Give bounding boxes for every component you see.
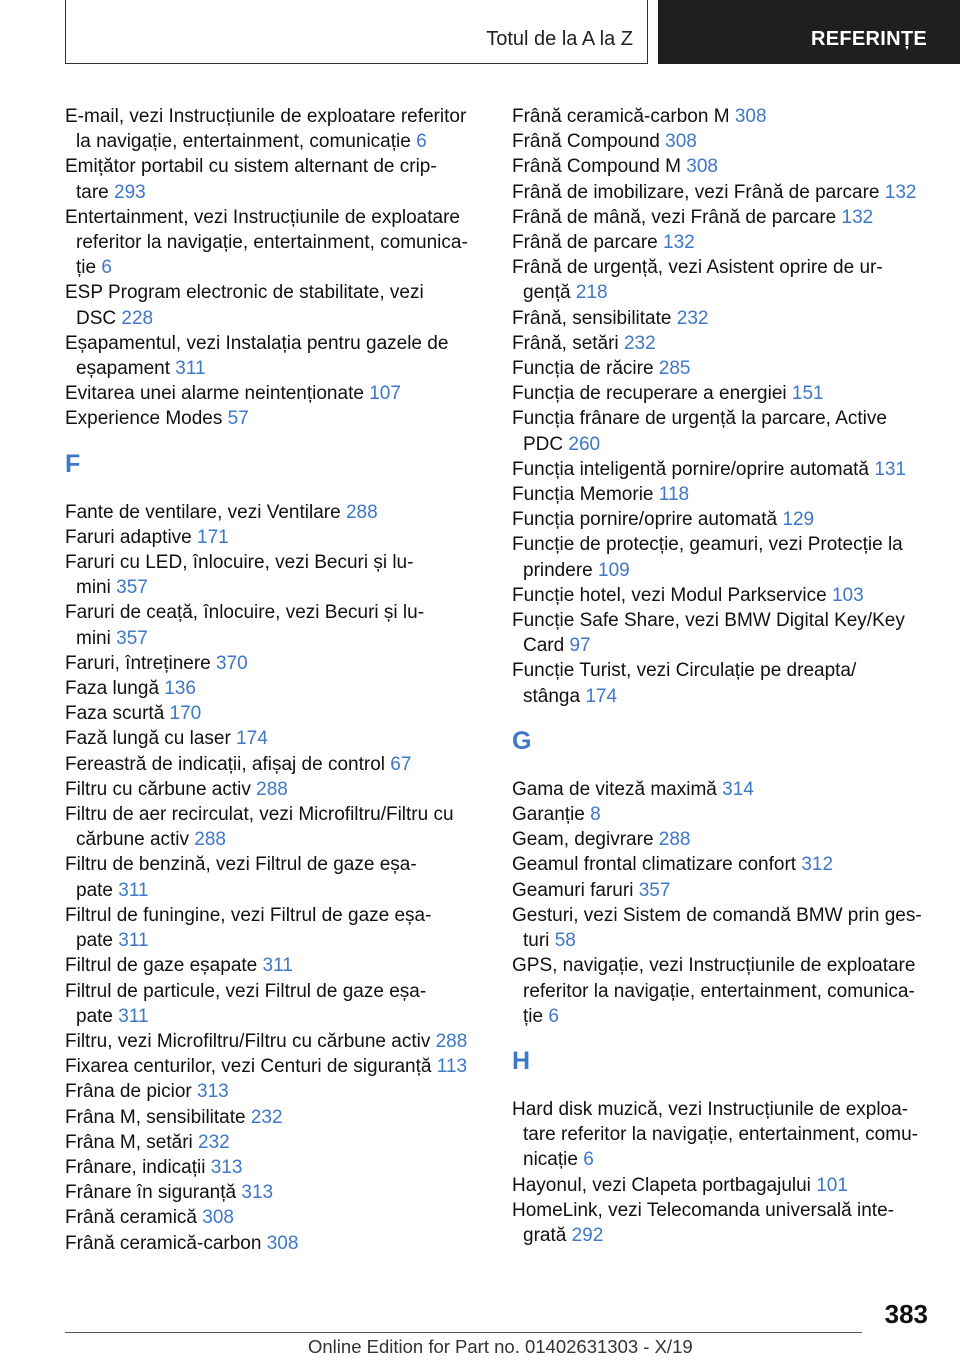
- page-reference-link[interactable]: 174: [585, 685, 618, 707]
- index-entry-line: [65, 852, 485, 877]
- index-entry: [512, 608, 932, 658]
- index-entry-text: Frână Compound M: [512, 156, 681, 178]
- index-entry-line: [65, 1004, 485, 1029]
- index-entry-text: Gesturi, vezi Sistem de comandă BMW prin ges-: [512, 904, 922, 926]
- index-entry-line: [65, 1054, 485, 1079]
- index-entry-text: Fază lungă cu laser: [65, 728, 231, 750]
- page-reference-link[interactable]: 308: [266, 1232, 299, 1254]
- index-entry-text: Funcție de protecție, geamuri, vezi Protecție la: [512, 534, 903, 556]
- index-entry-line: [512, 633, 932, 658]
- page-reference-link[interactable]: 118: [658, 484, 690, 506]
- index-entry-text: Frână de urgență, vezi Asistent oprire de ur-: [512, 257, 883, 279]
- index-entry-line: [65, 928, 485, 953]
- index-entry-text: Faruri adaptive: [65, 526, 192, 548]
- index-entry-text: mini: [76, 577, 111, 599]
- index-entry-text: Card: [523, 635, 565, 657]
- index-entry: [512, 230, 932, 255]
- index-entry-text: Filtrul de gaze eșapate: [65, 955, 258, 977]
- index-entry-text: prindere: [523, 559, 593, 581]
- index-entry-text: la navigație, entertainment, comunicație: [76, 131, 411, 153]
- index-entry-line: [65, 979, 485, 1004]
- index-entry-text: Filtru de benzină, vezi Filtrul de gaze eșa-: [65, 854, 417, 876]
- page-reference-link[interactable]: 171: [197, 526, 229, 548]
- index-entry: [512, 507, 932, 532]
- index-entry-text: Faruri cu LED, înlocuire, vezi Becuri și lu-: [65, 552, 414, 574]
- page-reference-link[interactable]: 292: [571, 1224, 604, 1246]
- page-reference-link[interactable]: 314: [722, 778, 754, 800]
- index-entry: [65, 1130, 485, 1155]
- index-entry-line: [512, 381, 932, 406]
- index-entry-text: PDC: [523, 433, 564, 455]
- index-entry-line: [65, 626, 485, 651]
- index-entry: [65, 280, 485, 330]
- index-entry-line: [65, 331, 485, 356]
- index-entry-text: Frânare, indicații: [65, 1156, 206, 1178]
- index-entry: [65, 979, 485, 1029]
- index-entry: [65, 205, 485, 281]
- index-entry-line: [65, 104, 485, 129]
- index-entry: [65, 550, 485, 600]
- page-reference-link[interactable]: 232: [198, 1131, 230, 1153]
- index-entry-line: [512, 154, 932, 179]
- index-entry-line: [65, 1105, 485, 1130]
- index-entry: [65, 104, 485, 154]
- index-entry-text: Faza scurtă: [65, 703, 165, 725]
- index-entry: [512, 180, 932, 205]
- index-entry: [512, 777, 932, 802]
- index-entry-text: Frâna M, sensibilitate: [65, 1106, 246, 1128]
- index-entry-line: [512, 878, 932, 903]
- page-reference-link[interactable]: 311: [262, 955, 293, 977]
- index-entry-text: Experience Modes: [65, 408, 223, 430]
- page-reference-link[interactable]: 313: [197, 1081, 229, 1103]
- page-reference-link[interactable]: 58: [554, 930, 576, 952]
- index-entry: [512, 1198, 932, 1248]
- index-entry-text: Frână de mână, vezi Frână de parcare: [512, 206, 837, 228]
- index-entry-text: Fixarea centurilor, vezi Centuri de siguranță: [65, 1056, 432, 1078]
- index-entry-line: [512, 432, 932, 457]
- index-entry-text: grată: [523, 1224, 567, 1246]
- index-entry-line: [512, 331, 932, 356]
- index-entry-line: [65, 1029, 485, 1054]
- index-entry-text: pate: [76, 1005, 113, 1027]
- index-entry: [512, 129, 932, 154]
- index-entry-text: DSC: [76, 307, 117, 329]
- index-entry: [512, 331, 932, 356]
- index-entry-line: [65, 406, 485, 431]
- index-column-right: [512, 104, 932, 1248]
- index-entry-text: ESP Program electronic de stabilitate, vezi: [65, 282, 424, 304]
- index-entry-text: Eșapamentul, vezi Instalația pentru gazele de: [65, 332, 449, 354]
- index-entry-line: [65, 676, 485, 701]
- index-entry-line: [512, 852, 932, 877]
- index-entry-text: stânga: [523, 685, 581, 707]
- index-entry-text: Funcția Memorie: [512, 484, 654, 506]
- index-entry-text: Faruri, întreținere: [65, 652, 211, 674]
- page-reference-link[interactable]: 293: [114, 181, 146, 203]
- index-entry-line: [65, 777, 485, 802]
- page-reference-link[interactable]: 109: [598, 559, 630, 581]
- index-entry-text: Fereastră de indicații, afișaj de control: [65, 753, 385, 775]
- index-entry-line: [512, 180, 932, 205]
- index-entry-line: [65, 255, 485, 280]
- index-entry-text: Frână ceramică-carbon M: [512, 106, 730, 127]
- index-entry-text: GPS, navigație, vezi Instrucțiunile de exploatare: [512, 955, 916, 977]
- page-reference-link[interactable]: 218: [575, 282, 608, 304]
- page-reference-link[interactable]: 288: [435, 1030, 468, 1052]
- index-entry-line: [512, 658, 932, 683]
- index-entry-text: Frână de parcare: [512, 232, 658, 254]
- page-reference-link[interactable]: 288: [658, 829, 691, 851]
- index-letter-heading: F: [65, 449, 81, 478]
- page-reference-link[interactable]: 308: [734, 106, 767, 127]
- index-entry-line: [512, 280, 932, 305]
- page-reference-link[interactable]: 136: [164, 678, 196, 700]
- footer-edition-text: Online Edition for Part no. 01402631303 - X/19: [308, 1336, 693, 1357]
- index-entry-line: [65, 1130, 485, 1155]
- index-entry: [65, 1205, 485, 1230]
- index-entry-line: [512, 356, 932, 381]
- index-entry: [512, 583, 932, 608]
- index-entry-line: [65, 500, 485, 525]
- index-entry-line: [512, 827, 932, 852]
- index-entry-text: Frână Compound: [512, 131, 660, 153]
- page-reference-link[interactable]: 308: [686, 156, 718, 178]
- index-entry-text: Funcția frânare de urgență la parcare, Active: [512, 408, 887, 430]
- page-reference-link[interactable]: 151: [791, 383, 824, 405]
- index-entry-line: [512, 532, 932, 557]
- section-title: Totul de la A la Z: [486, 28, 633, 50]
- index-entry: [512, 205, 932, 230]
- index-entry: [65, 1105, 485, 1130]
- index-entry-line: [65, 600, 485, 625]
- index-entry-text: Evitarea unei alarme neintenționate: [65, 383, 364, 405]
- index-entry-line: [65, 903, 485, 928]
- index-entry-text: mini: [76, 627, 111, 649]
- index-entry-line: [65, 701, 485, 726]
- index-entry-line: [65, 230, 485, 255]
- index-entry-line: [512, 777, 932, 802]
- index-entry-line: [65, 827, 485, 852]
- index-entry: [65, 1180, 485, 1205]
- index-entry: [512, 1173, 932, 1198]
- page-reference-link[interactable]: 57: [227, 408, 249, 430]
- index-entry-text: Frânare în siguranță: [65, 1182, 237, 1204]
- index-entry: [65, 331, 485, 381]
- index-entry-line: [512, 903, 932, 928]
- page-reference-link[interactable]: 313: [241, 1182, 274, 1204]
- page-reference-link[interactable]: 357: [116, 577, 148, 599]
- index-entry-line: [65, 550, 485, 575]
- page-reference-link[interactable]: 6: [583, 1149, 594, 1171]
- index-entry: [65, 752, 485, 777]
- index-entry-text: eșapament: [76, 358, 171, 380]
- index-entry: [65, 802, 485, 852]
- index-entry-line: [512, 928, 932, 953]
- index-entry-text: Frână ceramică-carbon: [65, 1232, 262, 1254]
- page-reference-link[interactable]: 174: [236, 728, 268, 750]
- index-entry-text: ție: [523, 1005, 544, 1027]
- index-entry: [512, 306, 932, 331]
- page-reference-link[interactable]: 285: [658, 358, 691, 380]
- index-entry: [512, 104, 932, 129]
- index-entry-text: Hard disk muzică, vezi Instrucțiunile de exploa-: [512, 1098, 909, 1120]
- page-reference-link[interactable]: 357: [638, 879, 671, 901]
- index-entry-text: Filtru, vezi Microfiltru/Filtru cu cărbune activ: [65, 1030, 431, 1052]
- index-entry-text: HomeLink, vezi Telecomanda universală inte-: [512, 1199, 894, 1221]
- index-entry-text: Geamul frontal climatizare confort: [512, 854, 797, 876]
- index-entry-line: [65, 381, 485, 406]
- index-entry-line: [512, 306, 932, 331]
- index-entry: [65, 1029, 485, 1054]
- footer-divider: [65, 1332, 862, 1333]
- index-entry-text: Filtru cu cărbune activ: [65, 778, 251, 800]
- index-entry-line: [512, 230, 932, 255]
- page-reference-link[interactable]: 170: [169, 703, 202, 725]
- index-entry-text: Frâna M, setări: [65, 1131, 193, 1153]
- index-entry: [65, 381, 485, 406]
- page-reference-link[interactable]: 6: [548, 1005, 559, 1027]
- index-entry: [65, 1231, 485, 1256]
- index-entry: [512, 532, 932, 582]
- index-entry-line: [512, 979, 932, 1004]
- index-entry-line: [512, 129, 932, 154]
- index-entry-line: [65, 726, 485, 751]
- page-reference-link[interactable]: 6: [416, 131, 427, 153]
- index-entry-text: Fante de ventilare, vezi Ventilare: [65, 501, 341, 523]
- index-entry: [65, 1079, 485, 1104]
- index-entry-line: [512, 1173, 932, 1198]
- index-entry: [65, 600, 485, 650]
- index-entry-line: [65, 953, 485, 978]
- page-reference-link[interactable]: 288: [256, 778, 288, 800]
- page-reference-link[interactable]: 132: [663, 232, 695, 254]
- index-entry-line: [65, 154, 485, 179]
- index-entry-line: [512, 1198, 932, 1223]
- index-entry-line: [512, 583, 932, 608]
- index-entry-line: [65, 878, 485, 903]
- index-entry-text: referitor la navigație, entertainment, comunica-: [76, 232, 468, 254]
- page-reference-link[interactable]: 311: [175, 358, 206, 380]
- page-reference-link[interactable]: 308: [665, 131, 697, 153]
- page-reference-link[interactable]: 6: [101, 257, 112, 279]
- index-entry-text: gență: [523, 282, 571, 304]
- index-entry: [65, 500, 485, 525]
- index-entry: [512, 381, 932, 406]
- page-reference-link[interactable]: 311: [118, 1005, 149, 1027]
- page-reference-link[interactable]: 8: [590, 804, 601, 826]
- index-entry-line: [512, 802, 932, 827]
- index-entry-line: [512, 1223, 932, 1248]
- page-reference-link[interactable]: 131: [874, 458, 906, 480]
- index-entry-line: [512, 507, 932, 532]
- index-entry-line: [65, 129, 485, 154]
- index-entry-line: [512, 104, 932, 129]
- page-reference-link[interactable]: 113: [436, 1056, 468, 1078]
- page-reference-link[interactable]: 232: [250, 1106, 283, 1128]
- index-entry: [512, 852, 932, 877]
- index-entry-text: Frână ceramică: [65, 1207, 197, 1229]
- index-entry-text: Funcția pornire/oprire automată: [512, 509, 778, 531]
- index-entry-line: [512, 255, 932, 280]
- index-entry-text: referitor la navigație, entertainment, comunica-: [523, 980, 915, 1002]
- page-reference-link[interactable]: 312: [801, 854, 834, 876]
- index-entry-text: pate: [76, 930, 113, 952]
- index-entry-line: [512, 1122, 932, 1147]
- page-reference-link[interactable]: 107: [369, 383, 401, 405]
- page-reference-link[interactable]: 67: [390, 753, 412, 775]
- index-entry-line: [512, 684, 932, 709]
- page-reference-link[interactable]: 308: [202, 1207, 234, 1229]
- page-reference-link[interactable]: 232: [623, 332, 656, 354]
- index-entry-line: [65, 180, 485, 205]
- index-entry-text: Funcție Turist, vezi Circulație pe dreapta/: [512, 660, 857, 682]
- index-entry: [512, 878, 932, 903]
- index-entry-line: [512, 1004, 932, 1029]
- index-entry-line: [65, 356, 485, 381]
- index-entry: [65, 953, 485, 978]
- index-entry-line: [65, 651, 485, 676]
- index-entry-text: Emițător portabil cu sistem alternant de crip-: [65, 156, 437, 178]
- page-reference-link[interactable]: 313: [210, 1156, 243, 1178]
- index-letter-heading: H: [512, 1046, 531, 1075]
- index-entry-text: Geamuri faruri: [512, 879, 634, 901]
- page-reference-link[interactable]: 101: [816, 1174, 848, 1196]
- index-entry: [512, 953, 932, 1029]
- index-entry: [65, 651, 485, 676]
- page-reference-link[interactable]: 132: [841, 206, 874, 228]
- index-entry-line: [65, 1180, 485, 1205]
- index-entry: [512, 903, 932, 953]
- index-entry: [512, 356, 932, 381]
- index-entry-line: [512, 953, 932, 978]
- index-entry-line: [65, 306, 485, 331]
- page-reference-link[interactable]: 232: [676, 307, 709, 329]
- index-entry-text: Frână de imobilizare, vezi Frână de parcare: [512, 181, 880, 203]
- index-entry-line: [512, 558, 932, 583]
- index-entry: [65, 726, 485, 751]
- index-entry: [65, 1054, 485, 1079]
- index-entry-line: [512, 608, 932, 633]
- index-entry: [512, 154, 932, 179]
- index-entry-line: [65, 1205, 485, 1230]
- index-entry: [65, 903, 485, 953]
- index-entry: [65, 777, 485, 802]
- index-entry-text: cărbune activ: [76, 829, 190, 851]
- page-reference-link[interactable]: 103: [831, 584, 864, 606]
- index-entry-text: tare: [76, 181, 109, 203]
- index-entry: [512, 827, 932, 852]
- index-entry-line: [65, 1079, 485, 1104]
- index-entry-text: Filtru de aer recirculat, vezi Microfiltru/Filtru cu: [65, 804, 454, 826]
- page-reference-link[interactable]: 311: [118, 930, 149, 952]
- index-entry-line: [65, 802, 485, 827]
- index-entry-text: Faza lungă: [65, 678, 160, 700]
- page-reference-link[interactable]: 288: [345, 501, 378, 523]
- index-entry-text: Gama de viteză maximă: [512, 778, 717, 800]
- page-reference-link[interactable]: 228: [121, 307, 154, 329]
- index-entry-text: nicație: [523, 1149, 578, 1171]
- index-entry: [512, 457, 932, 482]
- page-reference-link[interactable]: 97: [569, 635, 591, 657]
- index-entry-text: Faruri de ceață, înlocuire, vezi Becuri și lu-: [65, 602, 425, 624]
- index-entry-line: [65, 1231, 485, 1256]
- header-chapter-tab[interactable]: [658, 0, 960, 64]
- page-reference-link[interactable]: 311: [118, 879, 149, 901]
- index-entry-line: [65, 752, 485, 777]
- page-reference-link[interactable]: 132: [884, 181, 917, 203]
- index-entry-text: turi: [523, 930, 550, 952]
- index-entry: [512, 482, 932, 507]
- index-entry-text: Funcția de răcire: [512, 358, 654, 380]
- index-entry-text: Frână, setări: [512, 332, 619, 354]
- index-entry-text: tare referitor la navigație, entertainment, comu-: [523, 1124, 918, 1146]
- page-reference-link[interactable]: 260: [568, 433, 601, 455]
- index-entry: [512, 406, 932, 456]
- index-entry: [65, 676, 485, 701]
- index-entry-text: Funcția inteligentă pornire/oprire automată: [512, 458, 869, 480]
- page-reference-link[interactable]: 370: [216, 652, 248, 674]
- page-reference-link[interactable]: 288: [194, 829, 226, 851]
- index-entry-text: Filtrul de particule, vezi Filtrul de gaze eșa-: [65, 980, 427, 1002]
- page-reference-link[interactable]: 129: [782, 509, 815, 531]
- index-entry-line: [512, 482, 932, 507]
- index-entry: [65, 154, 485, 204]
- page-reference-link[interactable]: 357: [116, 627, 148, 649]
- index-entry: [65, 701, 485, 726]
- index-entry-line: [512, 406, 932, 431]
- index-entry: [512, 1097, 932, 1173]
- index-entry-text: ție: [76, 257, 97, 279]
- index-entry-text: Funcția de recuperare a energiei: [512, 383, 787, 405]
- index-entry-line: [65, 280, 485, 305]
- index-entry-text: pate: [76, 879, 113, 901]
- index-entry-line: [65, 1155, 485, 1180]
- index-entry-text: Funcție hotel, vezi Modul Parkservice: [512, 584, 827, 606]
- index-entry: [512, 802, 932, 827]
- index-entry-line: [512, 1147, 932, 1172]
- index-entry-line: [512, 1097, 932, 1122]
- index-entry: [512, 658, 932, 708]
- index-entry-text: Hayonul, vezi Clapeta portbagajului: [512, 1174, 811, 1196]
- index-letter-heading: G: [512, 726, 532, 755]
- index-entry-line: [65, 205, 485, 230]
- index-entry-text: Funcție Safe Share, vezi BMW Digital Key/Key: [512, 610, 905, 632]
- index-column-left: [65, 104, 485, 1256]
- index-entry-line: [512, 457, 932, 482]
- index-entry: [65, 1155, 485, 1180]
- index-entry-text: Entertainment, vezi Instrucțiunile de exploatare: [65, 206, 460, 228]
- index-entry-text: Frâna de picior: [65, 1081, 192, 1103]
- index-entry: [512, 255, 932, 305]
- index-entry-text: Geam, degivrare: [512, 829, 654, 851]
- index-entry: [65, 852, 485, 902]
- index-entry: [65, 406, 485, 431]
- index-entry-line: [65, 575, 485, 600]
- index-entry-text: E-mail, vezi Instrucțiunile de exploatare referitor: [65, 106, 467, 127]
- index-entry-line: [65, 525, 485, 550]
- chapter-label: REFERINȚE: [810, 28, 927, 50]
- index-entry: [65, 525, 485, 550]
- index-entry-text: Filtrul de funingine, vezi Filtrul de gaze eșa-: [65, 904, 432, 926]
- header-section-box: [65, 0, 648, 64]
- index-entry-text: Frână, sensibilitate: [512, 307, 672, 329]
- index-entry-line: [512, 205, 932, 230]
- index-entry-text: Garanție: [512, 804, 585, 826]
- page-number: 383: [884, 1299, 928, 1329]
